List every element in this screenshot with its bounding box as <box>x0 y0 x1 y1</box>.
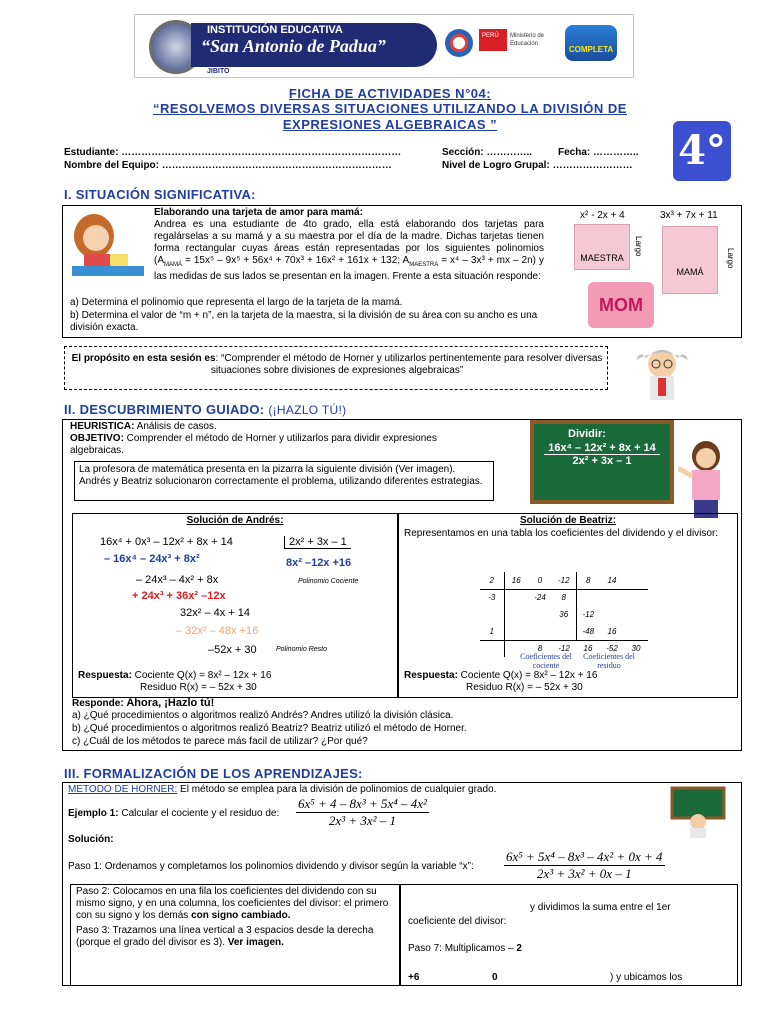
coef-cell <box>624 623 648 640</box>
coef-row <box>480 572 648 589</box>
residue-coef-label: Coeficientes del residuo <box>583 652 635 670</box>
card2-length: Largo <box>726 248 735 269</box>
coef-cell <box>600 606 624 623</box>
beatriz-title: Solución de Beatriz: <box>519 515 617 526</box>
institution-banner <box>134 14 634 78</box>
situation-paragraph-c: = x⁴ – 3x³ + mx – 2n) y las medidas de sus lados se presentan en la imagen. Frente a esta situación responde: <box>154 255 545 282</box>
coefficient-table <box>480 572 648 657</box>
coef-cell <box>528 606 552 623</box>
coef-cell: 2 <box>480 572 504 589</box>
step-7-text <box>408 943 522 955</box>
respond-emphasis: Ahora, ¡Hazlo tú! <box>123 697 215 709</box>
quotient-coef-label: Coeficientes del cociente <box>520 652 572 670</box>
coef-cell <box>600 589 624 606</box>
method-label: METODO DE HORNER: <box>68 784 178 795</box>
level-field[interactable]: Nivel de Logro Grupal: …………………… <box>442 160 633 171</box>
beatriz-answer-r: Residuo R(x) = – 52x + 30 <box>466 682 583 693</box>
step-1-denominator: 2x³ + 3x² + 0x – 1 <box>536 866 632 881</box>
example-denominator: 2x³ + 3x² – 1 <box>328 813 397 828</box>
example-fraction <box>296 796 429 829</box>
andres-remainder: –52x + 30 <box>208 644 257 656</box>
method-text: El método se emplea para la división de polinomios de cualquier grado. <box>177 784 497 795</box>
situation-paragraph-a: Andrea es una estudiante de 4to grado, ella está elaborando dos tarjetas para regalárselas a su mamá y a su maestra por el día de la madre. Dichas tarjetas tienen forma rectangular cuyas áreas están representadas por los siguientes polinomios (A <box>154 219 544 266</box>
coef-cell <box>552 623 576 640</box>
question-b: b) Determina el valor de “m + n”, en la tarjeta de la maestra, si la división de su área con su ancho es una división exacta. <box>70 310 538 333</box>
maestra-card <box>574 224 630 270</box>
coef-cell: 8 <box>576 572 600 589</box>
example-numerator: 6x⁵ + 4 – 8x³ + 5x⁴ – 4x² <box>298 796 427 811</box>
question-a: a) Determina el polinomio que representa el largo de la tarjeta de la mamá. <box>70 297 403 308</box>
right-text-1: y dividimos la suma entre el 1er <box>530 902 671 913</box>
board-numerator: 16x⁴ – 12x² + 8x + 14 <box>544 442 660 455</box>
purpose-text <box>70 353 604 377</box>
heuristic-value: Análisis de casos. <box>134 421 217 432</box>
coef-cell <box>480 640 504 657</box>
board-denominator: 2x² + 3x – 1 <box>572 455 632 467</box>
coef-cell <box>624 606 648 623</box>
title-line-2: “RESOLVEMOS DIVERSAS SITUACIONES UTILIZANDO LA DIVISIÓN DE <box>153 101 627 116</box>
respond-line <box>72 697 214 710</box>
mama-card <box>662 226 718 294</box>
andres-answer-label: Respuesta: <box>78 670 132 681</box>
coef-cell: -12 <box>558 644 570 654</box>
coef-cell <box>480 606 504 623</box>
area-mama-sub: MAMÁ <box>164 262 182 268</box>
coef-cell: 14 <box>600 572 624 589</box>
mama-card-label: MAMÁ <box>676 267 704 277</box>
mom-popup-card: MOM <box>588 282 654 328</box>
example-label: Ejemplo 1: <box>68 808 119 819</box>
step-1-numerator: 6x⁵ + 5x⁴ – 8x³ – 4x² + 0x + 4 <box>506 849 663 864</box>
andres-quotient: 8x² –12x +16 <box>286 557 352 569</box>
solution-label: Solución: <box>68 834 114 845</box>
institution-place: JIBITO <box>207 68 230 75</box>
teacher-icon <box>678 440 732 520</box>
peru-logo-text: PERÚ <box>482 33 499 39</box>
maestra-card-label: MAESTRA <box>580 253 624 263</box>
step-2-text <box>76 886 396 922</box>
method-line <box>68 784 496 796</box>
coef-cell: 36 <box>559 610 569 619</box>
step-1-fraction <box>504 849 665 882</box>
objective-label: OBJETIVO: <box>70 433 124 444</box>
coef-cell <box>624 589 648 606</box>
coef-cell: -3 <box>480 589 504 606</box>
purpose-label: El propósito en esta sesión es <box>71 353 216 364</box>
blackboard <box>530 420 674 504</box>
girl-drawing-icon <box>64 210 150 282</box>
chalkboard-professor-icon <box>668 786 728 838</box>
step-2-body: Paso 2: Colocamos en una fila los coeficientes del dividendo con su mismo signo, y en una columna, los coeficientes del divisor: el primero con su signo y los demás <box>76 886 389 921</box>
section-field[interactable]: Sección: ………….. <box>442 147 533 158</box>
step-3-body: Paso 3: Trazamos una línea vertical a 3 espacios desde la derecha (porque el grado del divisor es 3). <box>76 925 374 948</box>
story-box: La profesora de matemática presenta en la pizarra la siguiente división (Ver imagen). Andrés y Beatriz solucionaron correctamente el problema, utilizando diferentes estrategias. <box>74 461 494 501</box>
respond-label: Responde: <box>72 698 124 709</box>
coef-cell: 1 <box>480 623 504 640</box>
ministry-logo-text: Ministerio de Educación <box>507 29 561 51</box>
andres-step-4: 32x² – 4x + 14 <box>180 607 251 619</box>
card1-width: x² - 2x + 4 <box>580 210 625 221</box>
last-value-a: +6 <box>408 972 420 983</box>
coef-cell <box>624 572 648 589</box>
coef-row <box>480 589 648 606</box>
andres-answer-r: Residuo R(x) = – 52x + 30 <box>140 682 257 693</box>
andres-step-3: + 24x³ + 36x² –12x <box>132 590 226 602</box>
coef-cell: -12 <box>576 606 600 623</box>
respond-a: a) ¿Qué procedimientos o algoritmos realizó Andrés? Andres utilizó la división clásica. <box>72 710 454 721</box>
coef-cell: 8 <box>561 593 566 603</box>
example-line <box>68 808 279 820</box>
step-7-body: Paso 7: Multiplicamos – <box>408 943 517 954</box>
purpose-body: : “Comprender el método de Horner y utilizarlos pertinentemente para resolver diversas situaciones sobre divisiones de expresiones algebraicas” <box>210 353 603 376</box>
coef-cell: -24 <box>534 593 546 603</box>
coef-cell: 16 <box>504 572 528 589</box>
section-3-heading: III. FORMALIZACIÓN DE LOS APRENDIZAJES: <box>64 766 363 781</box>
date-field[interactable]: Fecha: ………….. <box>558 147 639 158</box>
andres-step-2: – 24x³ – 4x² + 8x <box>136 574 219 586</box>
coef-cell: 16 <box>583 644 593 654</box>
professor-icon <box>628 342 696 406</box>
last-text: ) y ubicamos los <box>610 972 683 983</box>
beatriz-answer-quotient: Cociente Q(x) = 8x² – 12x + 16 <box>457 670 598 681</box>
coef-cell <box>576 589 600 606</box>
right-text-2: coeficiente del divisor: <box>408 916 507 927</box>
respond-c: c) ¿Cuál de los métodos te parece más facil de utilizar? ¿Por qué? <box>72 736 368 747</box>
last-value-b: 0 <box>492 972 498 983</box>
objective-line <box>70 433 470 457</box>
coef-cell: -48 <box>576 623 600 640</box>
peru-logo <box>479 29 561 51</box>
coef-cell: -52 <box>606 644 618 654</box>
objective-value: Comprender el método de Horner y utilizarlos para dividir expresiones algebraicas. <box>70 433 437 456</box>
title-line-3: EXPRESIONES ALGEBRAICAS ” <box>282 117 498 132</box>
step-3-emphasis: Ver imagen. <box>227 937 284 948</box>
coef-cell: -12 <box>552 572 576 589</box>
beatriz-text: Representamos en una tabla los coeficientes del dividendo y el divisor: <box>404 528 719 539</box>
coefficient-grid <box>480 572 648 657</box>
situation-subtitle: Elaborando una tarjeta de amor para mamá: <box>154 207 363 218</box>
coef-cell: 8 <box>537 644 543 654</box>
andres-step-5: – 32x² – 48x +16 <box>176 625 259 637</box>
student-field[interactable]: Estudiante: ………………………………………………………………………… <box>64 147 402 158</box>
section-2-heading <box>64 402 346 417</box>
andres-answer-quotient: Cociente Q(x) = 8x² – 12x + 16 <box>131 670 272 681</box>
card1-length: Largo <box>634 236 643 257</box>
heuristic-line <box>70 421 217 433</box>
andres-title: Solución de Andrés: <box>186 515 284 526</box>
institution-name: “San Antonio de Padua” <box>201 36 386 56</box>
step-2-emphasis: con signo cambiado. <box>191 910 291 921</box>
step-7-value: 2 <box>516 943 522 954</box>
section-1-heading: I. SITUACIÓN SIGNIFICATIVA: <box>64 187 256 202</box>
steps-right-box <box>400 884 738 986</box>
institution-label: INSTITUCIÓN EDUCATIVA <box>207 24 343 36</box>
andres-divisor: 2x² + 3x – 1 <box>284 536 351 549</box>
andres-step-1: – 16x⁴ – 24x³ + 8x² <box>104 553 200 565</box>
andres-dividend: 16x⁴ + 0x³ – 12x² + 8x + 14 <box>100 536 233 548</box>
grade-badge: 4° <box>673 121 731 181</box>
example-text: Calcular el cociente y el residuo de: <box>118 808 280 819</box>
completa-logo: COMPLETA <box>565 25 617 61</box>
coef-row <box>480 606 648 623</box>
title-line-1: FICHA DE ACTIVIDADES N°04: <box>288 86 492 101</box>
quotient-label: Polinomio Cociente <box>298 578 359 585</box>
coef-cell <box>528 623 552 640</box>
team-field[interactable]: Nombre del Equipo: …………………………………………………………… <box>64 160 392 171</box>
coef-cell <box>504 589 528 606</box>
section-2-title: II. DESCUBRIMIENTO GUIADO: <box>64 402 265 417</box>
beatriz-answer-label: Respuesta: <box>404 670 458 681</box>
coef-cell: 16 <box>600 623 624 640</box>
step-1-text: Paso 1: Ordenamos y completamos los polinomios dividendo y divisor según la variable “x”: <box>68 861 474 872</box>
program-logo-icon <box>445 29 473 57</box>
coef-cell: 0 <box>528 572 552 589</box>
coef-row <box>480 623 648 640</box>
situation-paragraph-b: = 15x⁵ – 9x⁵ + 56x⁴ + 70x³ + 16x² + 161x + 132; A <box>182 255 410 266</box>
coef-cell <box>504 623 528 640</box>
section-2-subtitle: (¡HAZLO TÚ!) <box>268 403 347 417</box>
area-maestra-sub: MAESTRA <box>409 262 439 268</box>
card2-width: 3x³ + 7x + 11 <box>660 210 718 221</box>
respond-b: b) ¿Qué procedimientos o algoritmos realizó Beatriz? Beatriz utilizó el método de Horner. <box>72 723 467 734</box>
board-title: Dividir: <box>568 428 606 440</box>
heuristic-label: HEURISTICA: <box>70 421 135 432</box>
beatriz-answer-q <box>404 670 597 682</box>
coef-cell <box>504 606 528 623</box>
remainder-label: Polinomio Resto <box>276 646 327 653</box>
andres-answer-q <box>78 670 271 682</box>
situation-paragraph <box>154 219 544 283</box>
step-3-text <box>76 925 396 949</box>
coef-cell: 30 <box>631 644 641 654</box>
